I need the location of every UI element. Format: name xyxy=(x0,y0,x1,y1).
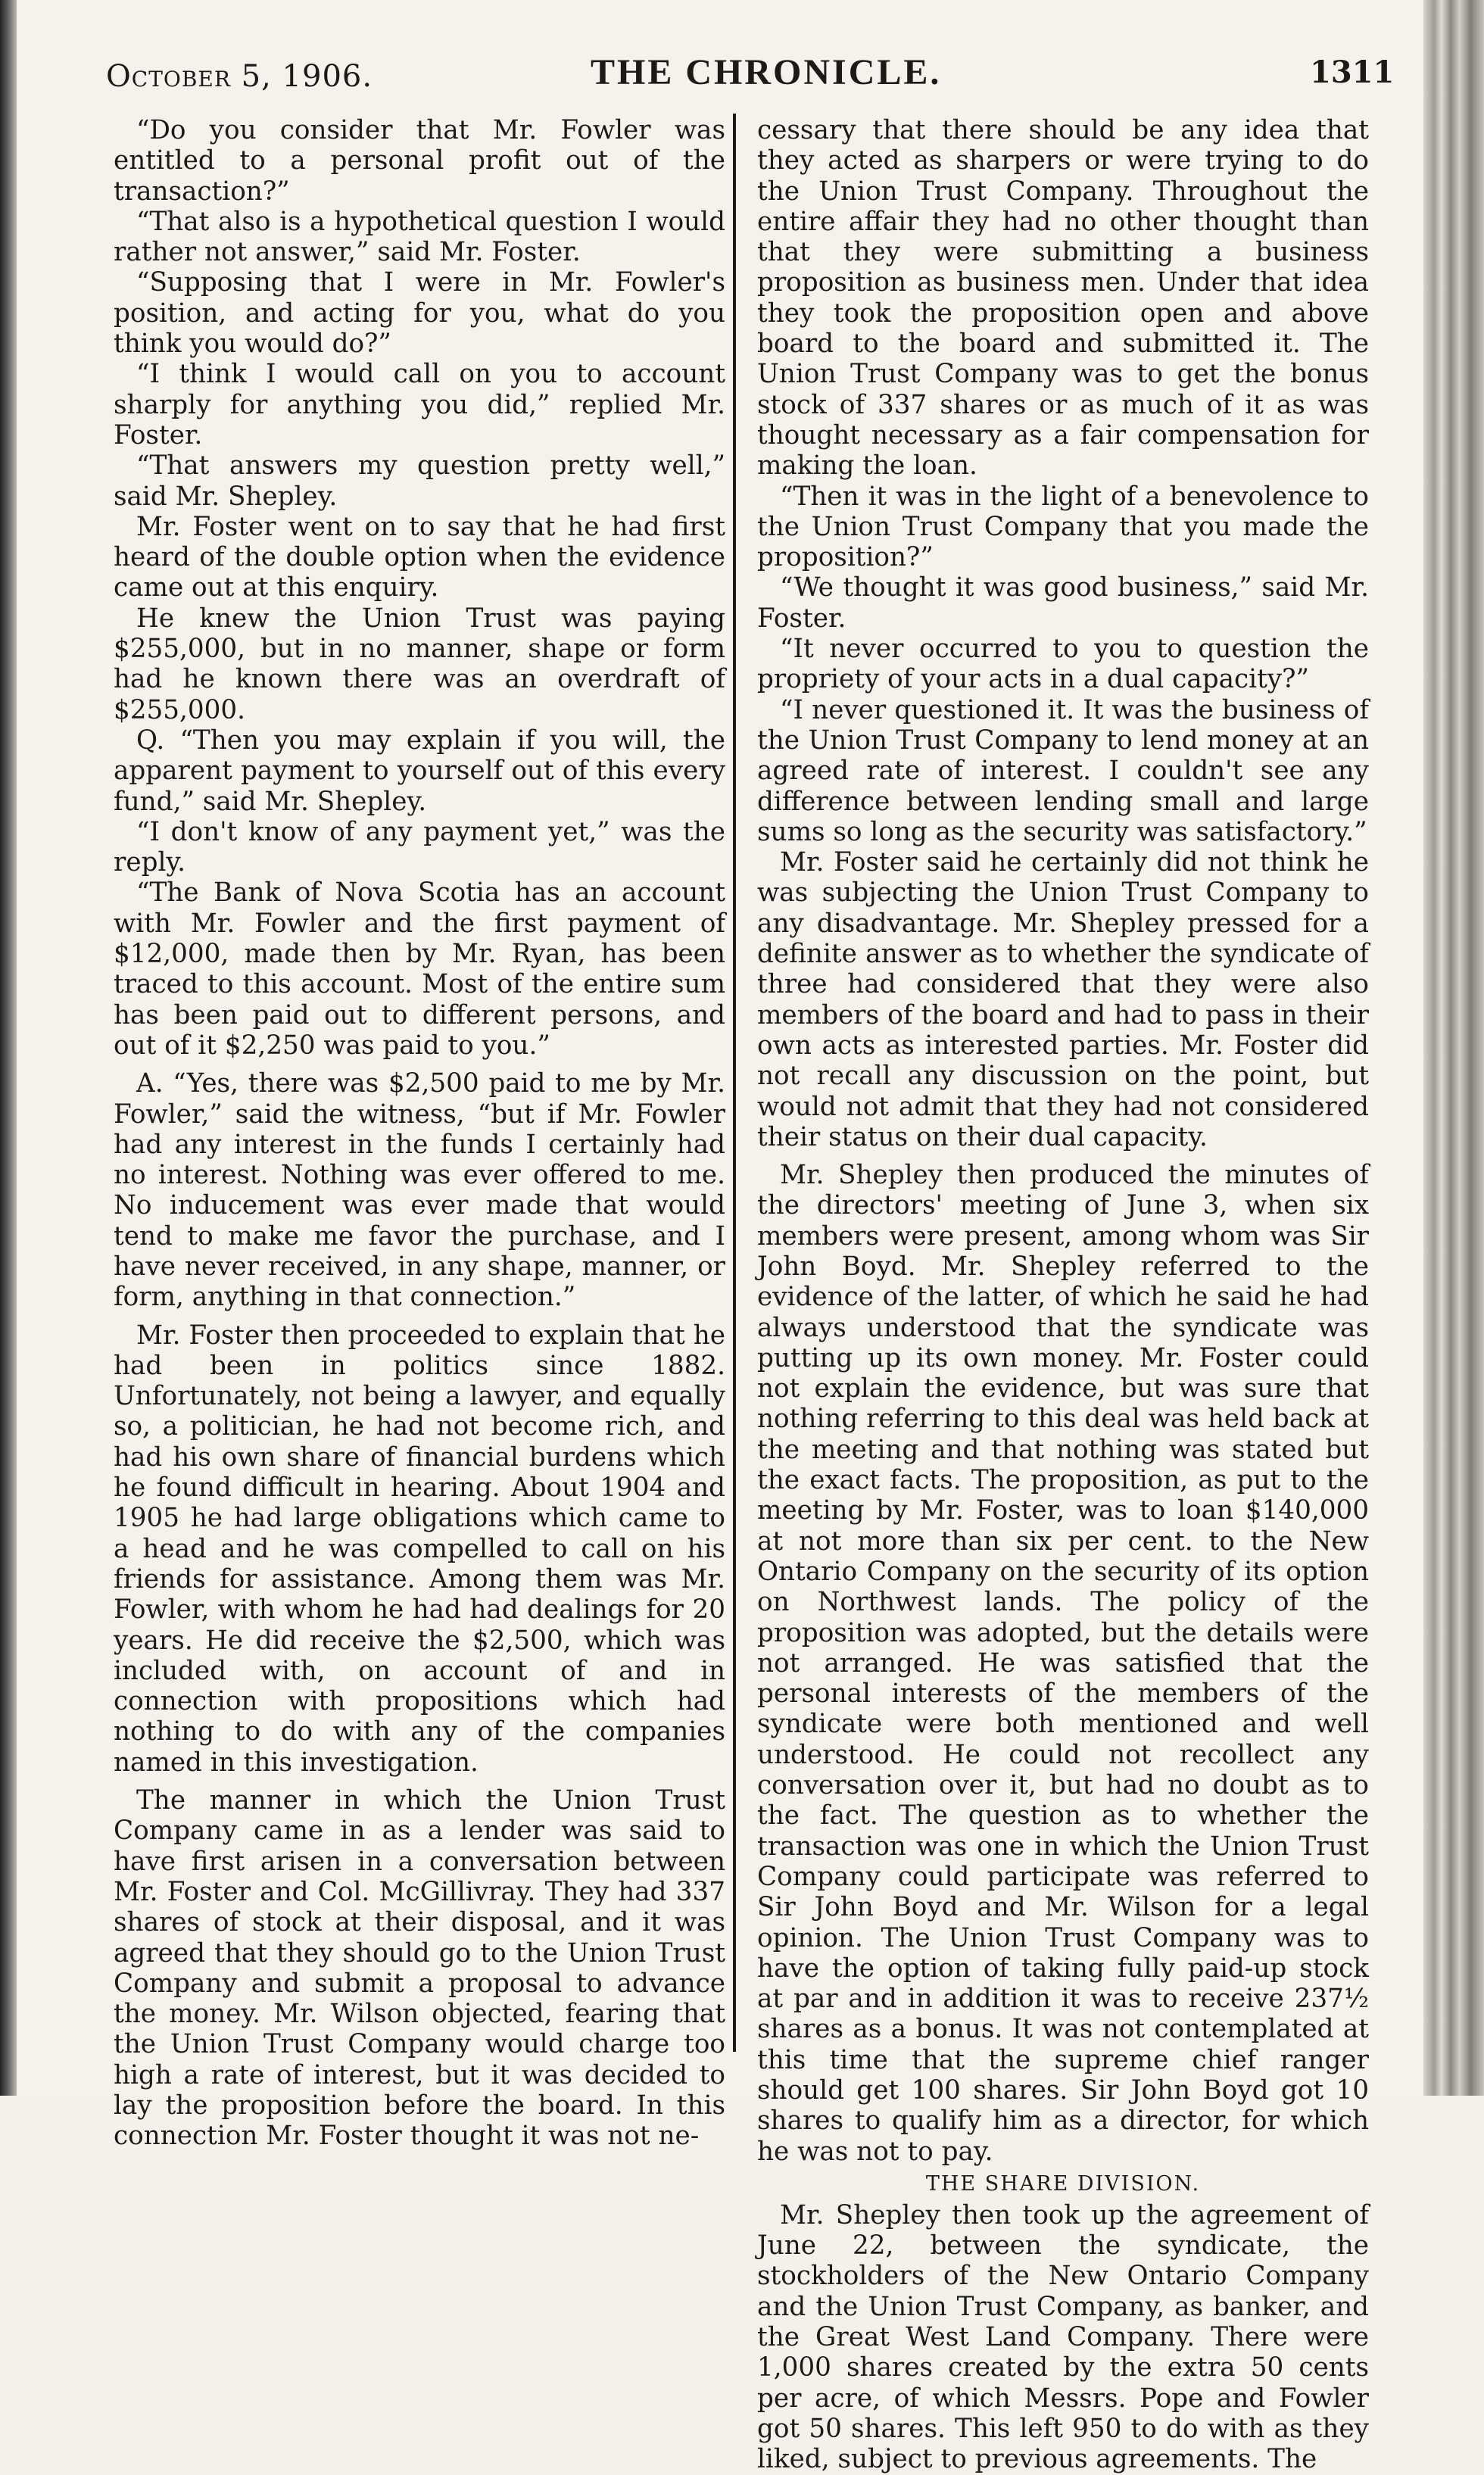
paragraph: The manner in which the Union Trust Company came in as a lender was said to have first arisen in a conversation between Mr. Foster and Col. McGillivray. They had 337 shares of stock at their disposal, and it was agreed that they should go to the Union Trust Company and submit a proposal to advance the money. Mr. Wilson objected, fearing that the Union Trust Company would charge too high a rate of interest, but it was decided to lay the proposition before the board. In this connection Mr. Foster thought it was not ne- xyxy=(114,1785,725,2152)
paragraph: “It never occurred to you to question the propriety of your acts in a dual capacity?” xyxy=(757,634,1369,695)
paragraph: “That also is a hypothetical question I would rather not answer,” said Mr. Foster. xyxy=(114,206,725,268)
paragraph: cessary that there should be any idea that they acted as sharpers or were trying to do the Union Trust Company. Throughout the entire affair they had no other thought than that they were submitting a business proposition as business men. Under that idea they took the proposition open and above board to the board and submitted it. The Union Trust Company was to get the bonus stock of 337 shares or as much of it as was thought necessary as a fair compensation for making the loan. xyxy=(757,115,1369,482)
paragraph: “Supposing that I were in Mr. Fowler's position, and acting for you, what do you think you would do?” xyxy=(114,267,725,360)
right-column xyxy=(757,115,1369,2475)
left-column xyxy=(114,115,725,2152)
header-title: THE CHRONICLE. xyxy=(591,52,942,92)
page-right-edge xyxy=(1423,0,1484,2096)
paragraph: “That answers my question pretty well,” said Mr. Shepley. xyxy=(114,450,725,512)
header-page-number: 1311 xyxy=(1310,55,1395,90)
page-left-edge xyxy=(0,0,17,2096)
paragraph: “I never questioned it. It was the business of the Union Trust Company to lend money at an agreed rate of interest. I couldn't see any difference between lending small and large sums so long as the security was satisfactory.” xyxy=(757,694,1369,847)
paragraph: “The Bank of Nova Scotia has an account with Mr. Fowler and the first payment of $12,000, made then by Mr. Ryan, has been traced to this account. Most of the entire sum has been paid out to different persons, and out of it $2,250 was paid to you.” xyxy=(114,877,725,1061)
paragraph: “I don't know of any payment yet,” was the reply. xyxy=(114,816,725,878)
section-heading: THE SHARE DIVISION. xyxy=(925,2171,1201,2196)
paragraph: “Do you consider that Mr. Fowler was entitled to a personal profit out of the transaction?” xyxy=(114,115,725,207)
paragraph: “We thought it was good business,” said Mr. Foster. xyxy=(757,572,1369,634)
paragraph: “Then it was in the light of a benevolence to the Union Trust Company that you made the proposition?” xyxy=(757,481,1369,573)
paragraph: Mr. Shepley then took up the agreement of June 22, between the syndicate, the stockholders of the New Ontario Company and the Union Trust Company, as banker, and the Great West Land Company. There were 1,000 shares created by the extra 50 cents per acre, of which Messrs. Pope and Fowler got 50 shares. This left 950 to do with as they liked, subject to previous agreements. The xyxy=(757,2199,1369,2475)
paragraph: “I think I would call on you to account sharply for anything you did,” replied Mr. Foster. xyxy=(114,359,725,450)
paragraph: Mr. Shepley then produced the minutes of the directors' meeting of June 3, when six members were present, among whom was Sir John Boyd. Mr. Shepley referred to the evidence of the latter, of which he said he had always understood that the syndicate was putting up its own money. Mr. Foster could not explain the evidence, but was sure that nothing referring to this deal was held back at the meeting and that nothing was stated but the exact facts. The proposition, as put to the meeting by Mr. Foster, was to loan $140,000 at not more than six per cent. to the New Ontario Company on the security of its option on Northwest lands. The policy of the proposition was adopted, but the details were not arranged. He was satisfied that the personal interests of the members of the syndicate were both mentioned and well understood. He could not recollect any conversation over it, but had no doubt as to the fact. The question as to whether the transaction was one in which the Union Trust Company could participate was referred to Sir John Boyd and Mr. Wilson for a legal opinion. The Union Trust Company was to have the option of taking fully paid-up stock at par and in addition it was to receive 237½ shares as a bonus. It was not contemplated at this time that the supreme chief ranger should get 100 shares. Sir John Boyd got 10 shares to qualify him as a director, for which he was not to pay. xyxy=(757,1160,1369,2167)
column-divider xyxy=(733,114,736,2052)
paragraph: He knew the Union Trust was paying $255,000, but in no manner, shape or form had he known there was an overdraft of $255,000. xyxy=(114,603,725,725)
paragraph: Mr. Foster then proceeded to explain that he had been in politics since 1882. Unfortunately, not being a lawyer, and equally so, a politician, he had not become rich, and had his own share of financial burdens which he found difficult in hearing. About 1904 and 1905 he had large obligations which came to a head and he was compelled to call on his friends for assistance. Among them was Mr. Fowler, with whom he had had dealings for 20 years. He did receive the $2,500, which was included with, on account of and in connection with propositions which had nothing to do with any of the companies named in this investigation. xyxy=(114,1320,725,1778)
header-date: October 5, 1906. xyxy=(106,59,373,94)
paragraph: Q. “Then you may explain if you will, the apparent payment to yourself out of this every fund,” said Mr. Shepley. xyxy=(114,725,725,817)
paragraph: Mr. Foster said he certainly did not think he was subjecting the Union Trust Company to any disadvantage. Mr. Shepley pressed for a definite answer as to whether the syndicate of three had considered that they were also members of the board and had to pass in their own acts as interested parties. Mr. Foster did not recall any discussion on the point, but would not admit that they had not considered their status on their dual capacity. xyxy=(757,847,1369,1152)
paragraph: A. “Yes, there was $2,500 paid to me by Mr. Fowler,” said the witness, “but if Mr. Fowler had any interest in the funds I certainly had no interest. Nothing was ever offered to me. No inducement was ever made that would tend to make me favor the purchase, and I have never received, in any shape, manner, or form, anything in that connection.” xyxy=(114,1068,725,1313)
paragraph: Mr. Foster went on to say that he had first heard of the double option when the evidence came out at this enquiry. xyxy=(114,511,725,603)
page-header xyxy=(106,44,1393,97)
